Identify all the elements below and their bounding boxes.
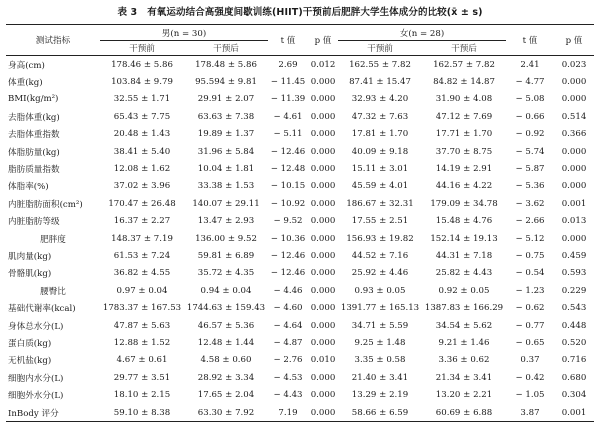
cell-female-post: 13.20 ± 2.21	[435, 390, 493, 401]
table-row	[6, 91, 594, 108]
table-row	[6, 386, 594, 403]
cell-female-p: 0.001	[554, 404, 594, 422]
cell-female-post: 15.48 ± 4.76	[435, 216, 493, 227]
table-row	[6, 160, 594, 177]
cell-female-post: 44.16 ± 4.22	[435, 181, 493, 192]
cell-female-p: 0.448	[561, 320, 587, 331]
cell-male-p: 0.000	[310, 337, 336, 348]
cell-male-post: 35.72 ± 4.35	[197, 268, 255, 279]
cell-female-t: − 0.92	[515, 129, 545, 140]
cell-male-pre: 12.08 ± 1.62	[113, 164, 171, 175]
cell-female-pre: 25.92 ± 4.46	[351, 268, 409, 279]
cell-female-p: 0.543	[561, 303, 587, 314]
cell-female-pre: 21.40 ± 3.41	[351, 372, 409, 383]
cell-female-post: 34.54 ± 5.62	[435, 320, 493, 331]
table-row	[6, 317, 594, 334]
cell-indicator: 基础代谢率(kcal)	[8, 304, 76, 315]
cell-female-p: 0.023	[561, 59, 587, 70]
cell-indicator: 蛋白质(kg)	[8, 338, 52, 349]
cell-male-pre: 103.84 ± 9.79	[111, 77, 173, 88]
cell-male-t: − 10.15	[270, 181, 306, 192]
cell-female-t: − 0.75	[515, 250, 545, 261]
header-female-post: 干预后	[422, 41, 506, 56]
cell-female-t: − 5.74	[515, 146, 545, 157]
cell-female-t: 2.41	[520, 59, 540, 70]
cell-male-p: 0.000	[310, 268, 336, 279]
cell-male-t: − 12.46	[270, 250, 306, 261]
cell-female-post: 44.31 ± 7.18	[435, 250, 493, 261]
cell-female-post: 1387.83 ± 166.29	[424, 303, 504, 314]
cell-male-pre: 178.46 ± 5.86	[111, 59, 173, 70]
cell-female-t: − 0.66	[515, 111, 545, 122]
cell-male-pre: 38.41 ± 5.40	[113, 146, 171, 157]
table-row	[6, 73, 594, 90]
cell-female-p: 0.000	[561, 233, 587, 244]
cell-female-p: 0.680	[561, 372, 587, 383]
cell-female-t: 3.87	[506, 404, 554, 422]
cell-male-post: 1744.63 ± 159.43	[186, 303, 266, 314]
cell-male-post: 31.96 ± 5.84	[197, 146, 255, 157]
cell-male-t: − 4.60	[273, 303, 303, 314]
cell-male-pre: 1783.37 ± 167.53	[102, 303, 182, 314]
cell-male-t: − 12.46	[270, 146, 306, 157]
cell-male-pre: 37.02 ± 3.96	[113, 181, 171, 192]
table-row	[6, 230, 594, 247]
table-row	[6, 404, 594, 422]
cell-female-pre: 1391.77 ± 165.13	[340, 303, 420, 314]
cell-female-p: 0.000	[561, 77, 587, 88]
cell-female-post: 47.12 ± 7.69	[435, 111, 493, 122]
cell-female-pre: 162.55 ± 7.82	[349, 59, 411, 70]
table-row	[6, 143, 594, 160]
cell-female-pre: 32.93 ± 4.20	[351, 94, 409, 105]
cell-male-t: − 10.92	[270, 198, 306, 209]
table-row	[6, 282, 594, 299]
cell-female-t: − 3.62	[515, 198, 545, 209]
cell-female-post: 37.70 ± 8.75	[435, 146, 493, 157]
cell-male-pre: 36.82 ± 4.55	[113, 268, 171, 279]
cell-female-pre: 40.09 ± 9.18	[351, 146, 409, 157]
cell-female-pre: 58.66 ± 6.59	[338, 404, 422, 422]
cell-female-t: − 0.62	[515, 303, 545, 314]
cell-male-t: − 4.46	[273, 285, 303, 296]
cell-male-pre: 170.47 ± 26.48	[108, 198, 176, 209]
cell-male-post: 95.594 ± 9.81	[195, 77, 257, 88]
cell-female-p: 0.000	[561, 94, 587, 105]
cell-male-post: 10.04 ± 1.81	[197, 164, 255, 175]
cell-indicator: 去脂体重(kg)	[8, 112, 60, 123]
cell-female-post: 25.82 ± 4.43	[435, 268, 493, 279]
cell-indicator: InBody 评分	[6, 404, 100, 422]
cell-male-pre: 20.48 ± 1.43	[113, 129, 171, 140]
cell-male-p: 0.000	[310, 198, 336, 209]
table-row	[6, 126, 594, 143]
cell-indicator: 体脂肪量(kg)	[8, 147, 60, 158]
cell-male-post: 59.81 ± 6.89	[197, 250, 255, 261]
cell-indicator: 腰臀比	[40, 286, 66, 297]
cell-male-t: − 4.53	[273, 372, 303, 383]
cell-indicator: 身高(cm)	[8, 60, 45, 71]
cell-indicator: 骨骼肌(kg)	[8, 269, 52, 280]
cell-male-post: 28.92 ± 3.34	[197, 372, 255, 383]
cell-indicator: 细胞外水分(L)	[8, 391, 64, 402]
cell-indicator: 内脏脂肪等级	[8, 217, 60, 228]
cell-male-post: 33.38 ± 1.53	[197, 181, 255, 192]
cell-male-pre: 18.10 ± 2.15	[113, 390, 171, 401]
cell-female-pre: 0.93 ± 0.05	[354, 285, 406, 296]
cell-male-p: 0.000	[310, 390, 336, 401]
cell-male-post: 136.00 ± 9.52	[195, 233, 257, 244]
table-header	[6, 25, 594, 56]
cell-indicator: 细胞内水分(L)	[8, 373, 64, 384]
cell-male-pre: 4.67 ± 0.61	[116, 355, 168, 366]
cell-male-p: 0.000	[310, 129, 336, 140]
header-female-pre: 干预前	[338, 41, 422, 56]
table-row	[6, 108, 594, 125]
cell-female-t: − 1.05	[515, 390, 545, 401]
header-female-p: p 值	[554, 25, 594, 56]
cell-female-p: 0.716	[561, 355, 587, 366]
cell-male-p: 0.000	[310, 320, 336, 331]
cell-male-post: 63.63 ± 7.38	[197, 111, 255, 122]
cell-female-post: 3.36 ± 0.62	[438, 355, 490, 366]
cell-male-t: 2.69	[278, 59, 298, 70]
cell-female-pre: 47.32 ± 7.63	[351, 111, 409, 122]
cell-female-t: − 1.23	[515, 285, 545, 296]
cell-male-p: 0.000	[310, 77, 336, 88]
cell-female-post: 21.34 ± 3.41	[435, 372, 493, 383]
cell-female-p: 0.520	[561, 337, 587, 348]
cell-male-p: 0.000	[308, 404, 338, 422]
cell-female-pre: 45.59 ± 4.01	[351, 181, 409, 192]
cell-female-t: − 2.66	[515, 216, 545, 227]
cell-male-t: − 5.11	[273, 129, 303, 140]
header-male-t: t 值	[268, 25, 308, 56]
cell-male-pre: 0.97 ± 0.04	[116, 285, 168, 296]
table-row	[6, 247, 594, 264]
cell-female-p: 0.000	[561, 146, 587, 157]
header-male-pre: 干预前	[100, 41, 184, 56]
cell-male-post: 17.65 ± 2.04	[197, 390, 255, 401]
cell-indicator: 去脂体重指数	[8, 130, 60, 141]
table-title: 有氧运动结合高强度间歇训练(HIIT)干预前后肥胖大学生体成分的比较(x̄ ± s)	[147, 7, 483, 18]
cell-female-t: 0.37	[520, 355, 540, 366]
cell-female-post: 14.19 ± 2.91	[435, 164, 493, 175]
cell-male-post: 19.89 ± 1.37	[197, 129, 255, 140]
cell-female-pre: 3.35 ± 0.58	[354, 355, 406, 366]
cell-female-post: 152.14 ± 19.13	[430, 233, 498, 244]
cell-female-pre: 17.55 ± 2.51	[351, 216, 409, 227]
cell-male-post: 140.07 ± 29.11	[192, 198, 260, 209]
cell-female-post: 17.71 ± 1.70	[435, 129, 493, 140]
cell-female-pre: 17.81 ± 1.70	[351, 129, 409, 140]
cell-male-pre: 59.10 ± 8.38	[100, 404, 184, 422]
cell-indicator: 肥胖度	[40, 234, 66, 245]
cell-male-pre: 29.77 ± 3.51	[113, 372, 171, 383]
cell-male-post: 178.48 ± 5.86	[195, 59, 257, 70]
cell-female-pre: 34.71 ± 5.59	[351, 320, 409, 331]
cell-female-pre: 186.67 ± 32.31	[346, 198, 414, 209]
cell-male-pre: 65.43 ± 7.75	[113, 111, 171, 122]
cell-female-post: 162.57 ± 7.82	[433, 59, 495, 70]
table-body	[6, 56, 594, 422]
cell-female-t: − 5.12	[515, 233, 545, 244]
cell-female-pre: 44.52 ± 7.16	[351, 250, 409, 261]
table-row	[6, 213, 594, 230]
cell-female-pre: 156.93 ± 19.82	[346, 233, 414, 244]
cell-indicator: 肌肉量(kg)	[8, 251, 52, 262]
cell-female-p: 0.304	[561, 390, 587, 401]
cell-female-p: 0.229	[561, 285, 587, 296]
table-caption	[6, 6, 594, 22]
cell-male-post: 29.91 ± 2.07	[197, 94, 255, 105]
cell-male-pre: 61.53 ± 7.24	[113, 250, 171, 261]
table-row	[6, 265, 594, 282]
cell-male-p: 0.000	[310, 250, 336, 261]
cell-indicator: BMI(kg/m²)	[8, 94, 59, 105]
cell-female-p: 0.366	[561, 129, 587, 140]
header-indicator: 测试指标	[6, 25, 100, 56]
table-row	[6, 369, 594, 386]
cell-indicator: 身体总水分(L)	[8, 321, 64, 332]
cell-male-t: − 2.76	[273, 355, 303, 366]
cell-female-t: − 0.54	[515, 268, 545, 279]
cell-male-t: − 12.48	[270, 164, 306, 175]
cell-female-post: 84.82 ± 14.87	[433, 77, 495, 88]
body-composition-table	[6, 24, 594, 422]
cell-male-pre: 47.87 ± 5.63	[113, 320, 171, 331]
cell-male-post: 12.48 ± 1.44	[197, 337, 255, 348]
table-row	[6, 195, 594, 212]
cell-female-t: − 0.65	[515, 337, 545, 348]
cell-male-p: 0.000	[310, 146, 336, 157]
cell-male-pre: 32.55 ± 1.71	[113, 94, 171, 105]
cell-male-p: 0.000	[310, 372, 336, 383]
cell-indicator: 脂肪质量指数	[8, 165, 60, 176]
cell-female-t: − 4.77	[515, 77, 545, 88]
cell-male-pre: 12.88 ± 1.52	[113, 337, 171, 348]
table-row	[6, 299, 594, 316]
cell-male-p: 0.000	[310, 94, 336, 105]
table-row	[6, 352, 594, 369]
cell-male-t: − 11.39	[270, 94, 306, 105]
cell-female-pre: 13.29 ± 2.19	[351, 390, 409, 401]
cell-female-pre: 15.11 ± 3.01	[351, 164, 409, 175]
cell-male-t: − 4.43	[273, 390, 303, 401]
cell-indicator: 内脏脂肪面积(cm²)	[8, 199, 83, 210]
cell-male-p: 0.000	[310, 181, 336, 192]
table-row	[6, 334, 594, 351]
header-female-t: t 值	[506, 25, 554, 56]
cell-male-t: − 4.87	[273, 337, 303, 348]
cell-female-post: 60.69 ± 6.88	[422, 404, 506, 422]
cell-male-t: − 4.61	[273, 111, 303, 122]
table-row	[6, 56, 594, 74]
cell-male-t: − 10.36	[270, 233, 306, 244]
cell-male-t: − 9.52	[273, 216, 303, 227]
cell-female-t: − 0.42	[515, 372, 545, 383]
table-number: 表 3	[117, 7, 138, 18]
cell-female-t: − 5.08	[515, 94, 545, 105]
cell-male-p: 0.012	[310, 59, 336, 70]
cell-female-post: 31.90 ± 4.08	[435, 94, 493, 105]
cell-male-post: 0.94 ± 0.04	[200, 285, 252, 296]
cell-indicator: 体重(kg)	[8, 78, 43, 89]
cell-female-p: 0.000	[561, 181, 587, 192]
cell-female-post: 179.09 ± 34.78	[430, 198, 498, 209]
cell-female-pre: 9.25 ± 1.48	[354, 337, 406, 348]
cell-male-pre: 148.37 ± 7.19	[111, 233, 173, 244]
header-male-post: 干预后	[184, 41, 268, 56]
cell-male-post: 63.30 ± 7.92	[184, 404, 268, 422]
header-female-group: 女(n = 28)	[338, 25, 506, 41]
cell-male-pre: 16.37 ± 2.27	[113, 216, 171, 227]
cell-female-post: 0.92 ± 0.05	[438, 285, 490, 296]
cell-female-pre: 87.41 ± 15.47	[349, 77, 411, 88]
cell-male-p: 0.010	[310, 355, 336, 366]
cell-female-p: 0.514	[561, 111, 587, 122]
cell-male-p: 0.000	[310, 216, 336, 227]
cell-female-p: 0.001	[561, 198, 587, 209]
cell-female-t: − 0.77	[515, 320, 545, 331]
cell-indicator: 无机盐(kg)	[8, 356, 52, 367]
cell-female-p: 0.000	[561, 164, 587, 175]
cell-male-p: 0.000	[310, 303, 336, 314]
header-male-p: p 值	[308, 25, 338, 56]
cell-male-post: 4.58 ± 0.60	[200, 355, 252, 366]
cell-male-post: 13.47 ± 2.93	[197, 216, 255, 227]
cell-indicator: 体脂率(%)	[8, 182, 49, 193]
cell-male-post: 46.57 ± 5.36	[197, 320, 255, 331]
cell-male-t: − 4.64	[273, 320, 303, 331]
cell-male-p: 0.000	[310, 164, 336, 175]
cell-female-p: 0.459	[561, 250, 587, 261]
table-row	[6, 178, 594, 195]
header-male-group: 男(n = 30)	[100, 25, 268, 41]
cell-male-t: − 12.46	[270, 268, 306, 279]
cell-male-t: − 11.45	[270, 77, 306, 88]
cell-female-t: − 5.36	[515, 181, 545, 192]
cell-female-t: − 5.87	[515, 164, 545, 175]
cell-female-post: 9.21 ± 1.46	[438, 337, 490, 348]
cell-female-p: 0.013	[561, 216, 587, 227]
cell-male-t: 7.19	[268, 404, 308, 422]
cell-male-p: 0.000	[310, 233, 336, 244]
cell-male-p: 0.000	[310, 111, 336, 122]
cell-female-p: 0.593	[561, 268, 587, 279]
cell-male-p: 0.000	[310, 285, 336, 296]
